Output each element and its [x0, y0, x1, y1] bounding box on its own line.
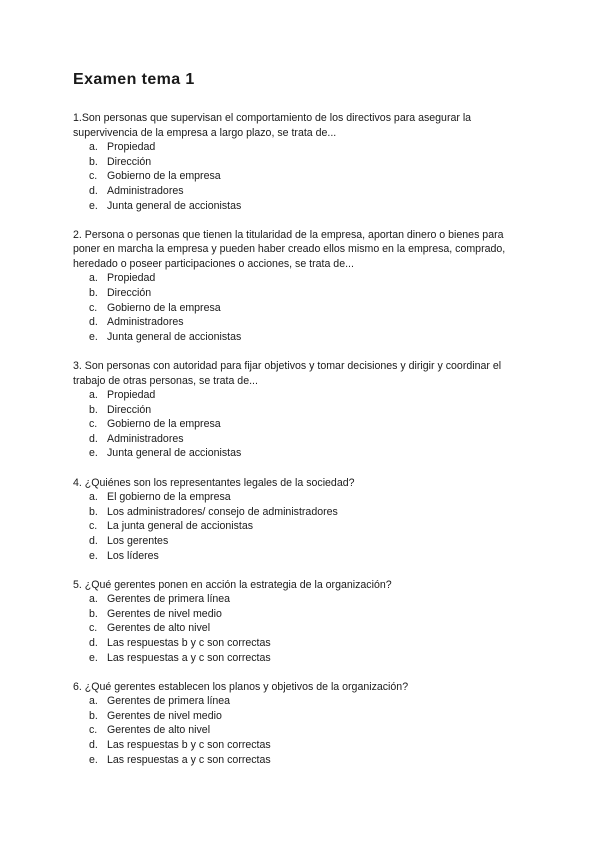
option-letter: c.	[89, 418, 98, 431]
option-text: Administradores	[107, 432, 184, 445]
option-c	[89, 723, 533, 738]
option-text: Gerentes de primera línea	[107, 593, 231, 606]
option-text: Administradores	[107, 184, 184, 197]
option-text: Junta general de accionistas	[107, 447, 242, 460]
option-text: Dirección	[107, 155, 152, 168]
option-text: Gobierno de la empresa	[107, 418, 221, 431]
option-e	[89, 330, 533, 345]
question-text: 3. Son personas con autoridad para fijar objetivos y tomar decisiones y dirigir y coordinar el trabajo de otras personas, se trata de...	[73, 359, 502, 387]
option-e	[89, 199, 533, 214]
option-b	[89, 505, 533, 520]
option-c	[89, 519, 533, 534]
question-text: 1.Son personas que supervisan el comportamiento de los directivos para asegurar la supervivencia de la empresa a largo plazo, se trata de...	[73, 112, 472, 139]
question-text: 4. ¿Quiénes son los representantes legales de la sociedad?	[73, 476, 355, 489]
option-letter: b.	[89, 403, 98, 416]
question-6	[73, 680, 533, 768]
option-letter: e.	[89, 447, 98, 460]
question-2	[73, 228, 533, 345]
option-letter: e.	[89, 651, 98, 664]
option-a	[89, 592, 533, 607]
option-d	[89, 432, 533, 447]
option-letter: c.	[89, 301, 98, 314]
option-letter: a.	[89, 141, 98, 154]
option-letter: a.	[89, 695, 98, 708]
option-letter: e.	[89, 199, 98, 212]
option-letter: b.	[89, 607, 98, 620]
question-text: 5. ¿Qué gerentes ponen en acción la estrategia de la organización?	[73, 578, 392, 591]
option-text: Propiedad	[107, 141, 156, 154]
option-text: Propiedad	[107, 272, 156, 285]
option-d	[89, 315, 533, 330]
option-text: Propiedad	[107, 389, 156, 402]
option-a	[89, 694, 533, 709]
option-d	[89, 534, 533, 549]
question-list	[73, 111, 533, 782]
option-text: Las respuestas a y c son correctas	[107, 651, 271, 664]
option-letter: c.	[89, 724, 98, 737]
question-3	[73, 359, 533, 461]
option-c	[89, 169, 533, 184]
option-letter: d.	[89, 739, 98, 752]
option-letter: c.	[89, 622, 98, 635]
option-b	[89, 607, 533, 622]
document-title: Examen tema 1	[73, 71, 195, 88]
option-text: Junta general de accionistas	[107, 330, 242, 343]
option-c	[89, 301, 533, 316]
option-letter: d.	[89, 637, 98, 649]
option-b	[89, 403, 533, 418]
option-letter: d.	[89, 432, 98, 445]
option-text: Las respuestas a y c son correctas	[107, 753, 271, 766]
option-letter: a.	[89, 593, 98, 606]
option-letter: b.	[89, 709, 98, 722]
option-letter: d.	[89, 184, 98, 197]
option-e	[89, 549, 533, 564]
option-e	[89, 651, 533, 666]
option-text: El gobierno de la empresa	[107, 491, 231, 504]
option-d	[89, 184, 533, 199]
option-list	[73, 388, 533, 461]
option-letter: c.	[89, 520, 98, 533]
question-1	[73, 111, 533, 213]
option-text: Los gerentes	[107, 534, 169, 547]
option-letter: b.	[89, 287, 98, 300]
option-text: Gerentes de alto nivel	[107, 724, 211, 737]
option-text: Los líderes	[107, 549, 159, 562]
option-letter: b.	[89, 155, 98, 168]
option-b	[89, 709, 533, 724]
option-e	[89, 446, 533, 461]
option-letter: d.	[89, 316, 98, 329]
option-text: Las respuestas b y c son correctas	[107, 739, 271, 752]
option-letter: c.	[89, 170, 98, 183]
option-letter: e.	[89, 549, 98, 562]
option-d	[89, 738, 533, 753]
option-text: Dirección	[107, 403, 152, 416]
option-a	[89, 140, 533, 155]
option-letter: a.	[89, 389, 98, 402]
option-text: Las respuestas b y c son correctas	[107, 637, 271, 649]
option-list	[73, 271, 533, 344]
option-letter: b.	[89, 505, 98, 518]
option-a	[89, 388, 533, 403]
option-letter: a.	[89, 272, 98, 285]
option-a	[89, 271, 533, 286]
option-c	[89, 417, 533, 432]
option-letter: d.	[89, 534, 98, 547]
question-4	[73, 476, 533, 564]
question-text: 2. Persona o personas que tienen la titularidad de la empresa, aportan dinero o bienes para poner en marcha la empresa y pueden haber creado ellos mismo en la empresa, comprado, heredado o poseer participaciones o acciones, se trata de...	[73, 228, 506, 270]
option-b	[89, 286, 533, 301]
option-a	[89, 490, 533, 505]
option-text: Gerentes de alto nivel	[107, 622, 211, 635]
option-list	[73, 694, 533, 767]
option-text: Los administradores/ consejo de administradores	[107, 505, 338, 518]
option-text: La junta general de accionistas	[107, 520, 254, 533]
option-e	[89, 753, 533, 768]
option-list	[73, 592, 533, 665]
option-text: Dirección	[107, 287, 152, 300]
option-text: Gobierno de la empresa	[107, 170, 221, 183]
option-text: Gerentes de nivel medio	[107, 607, 222, 620]
option-letter: a.	[89, 491, 98, 504]
option-c	[89, 621, 533, 636]
option-b	[89, 155, 533, 170]
option-list	[73, 490, 533, 563]
option-letter: e.	[89, 753, 98, 766]
option-letter: e.	[89, 330, 98, 343]
option-text: Gerentes de primera línea	[107, 695, 231, 708]
option-list	[73, 140, 533, 213]
option-text: Junta general de accionistas	[107, 199, 242, 212]
option-text: Gerentes de nivel medio	[107, 709, 222, 722]
option-d	[89, 636, 533, 651]
question-text: 6. ¿Qué gerentes establecen los planos y objetivos de la organización?	[73, 680, 409, 693]
option-text: Gobierno de la empresa	[107, 301, 221, 314]
question-5	[73, 578, 533, 666]
option-text: Administradores	[107, 316, 184, 329]
